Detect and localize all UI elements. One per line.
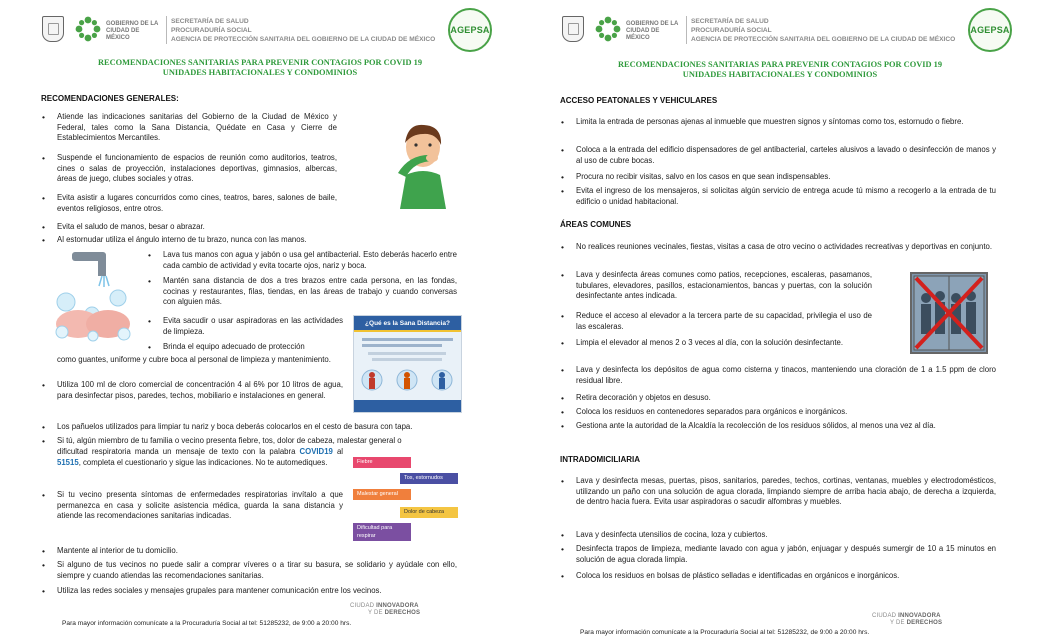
coat-of-arms-icon: [42, 16, 64, 42]
list-item: • Coloca los residuos en bolsas de plástico selladas e identificadas en orgánicos e inorgánicos.: [576, 571, 996, 582]
list-item: • Lava y desinfecta los depósitos de agua como cisterna y tinacos, manteniendo una cloración de 1 a 1.5 ppm de cloro residual libre.: [576, 365, 996, 386]
sms-number: 51515: [57, 457, 79, 467]
list-item: • Evita sacudir o usar aspiradoras en las actividades de limpieza.: [163, 316, 343, 337]
list-item: • Lava y desinfecta mesas, puertas, pisos, sanitarios, paredes, techos, cortinas, ventanas, muebles y electrodomésticos, utilizando un paño con una solución de agua clorada, limpiando siempre de arriba hacia abajo, de derecha a izquierda, de dentro hacia fuera. Evita usar aspiradoras o sacudir alfombras y muebles.: [576, 476, 996, 508]
list-item: • Retira decoración y objetos en desuso.: [576, 393, 996, 404]
ciudad-innovadora-logo: CIUDAD INNOVADORA Y DE DERECHOS: [350, 603, 421, 616]
department-names: SECRETARÍA DE SALUD PROCURADURÍA SOCIAL AGENCIA DE PROTECCIÓN SANITARIA DEL GOBIERNO DE LA CIUDAD DE MÉXICO: [171, 18, 436, 43]
section-title-indoor: INTRADOMICILIARIA: [560, 455, 640, 464]
list-item: • Reduce el acceso al elevador a la tercera parte de su capacidad, privilegia el uso de las escaleras.: [576, 311, 872, 332]
distance-figures-icon: [354, 332, 461, 412]
list-item: • Coloca a la entrada del edificio dispensadores de gel antibacterial, carteles alusivos a lavado o desinfección de manos y al uso de cubre bocas.: [576, 145, 996, 166]
list-item: • No realices reuniones vecinales, fiestas, visitas a casa de otro vecino o actividades recreativas y deportivas en conjunto.: [576, 242, 996, 253]
list-item: • Lava tus manos con agua y jabón o usa gel antibacterial. Esto deberás hacerlo entre cada cambio de actividad y evita tocarte ojos, nariz y boca.: [163, 250, 457, 271]
sneezing-boy-illustration: [388, 117, 458, 209]
list-item: • Coloca los residuos en contenedores separados para orgánicos e inorgánicos.: [576, 407, 996, 418]
department-names: SECRETARÍA DE SALUD PROCURADURÍA SOCIAL AGENCIA DE PROTECCIÓN SANITARIA DEL GOBIERNO DE LA CIUDAD DE MÉXICO: [691, 18, 956, 43]
list-item-continuation: dificultad respiratoria manda un mensaje de texto con la palabra COVID19 al 51515, completa el cuestionario y sigue las indicaciones. No te automediques.: [57, 447, 344, 467]
symptom-label: Fiebre: [353, 457, 411, 468]
contact-footer: Para mayor información comunícate a la Procuraduría Social al tel: 51285232, de 9:00 a 20:00 hrs.: [580, 629, 870, 636]
hand-washing-illustration: [48, 248, 136, 346]
list-item: • Limita la entrada de personas ajenas al inmueble que muestren signos y síntomas como tos, estornudo o fiebre.: [576, 117, 996, 128]
list-item: • Utiliza las redes sociales y mensajes grupales para mantener comunicación entre los vecinos.: [57, 586, 457, 597]
symptom-label: Dolor de cabeza: [400, 507, 458, 518]
section-title-common-areas: ÁREAS COMUNES: [560, 220, 632, 229]
list-item: • Evita el saludo de manos, besar o abrazar.: [57, 222, 337, 233]
list-item: • Desinfecta trapos de limpieza, mediante lavado con agua y jabón, enjuagar y después sumergir de 10 a 15 minutos en solución de agua clorada limpia.: [576, 544, 996, 565]
list-item: • Gestiona ante la autoridad de la Alcaldía la recolección de los residuos sólidos, al menos una vez al día.: [576, 421, 996, 432]
section-title-access: ACCESO PEATONALES Y VEHICULARES: [560, 96, 718, 105]
list-item: • Mantente al interior de tu domicilio.: [57, 546, 457, 557]
symptom-label: Dificultad para respirar: [353, 523, 411, 541]
agepsa-badge: AGEPSA: [448, 8, 492, 52]
list-item: • Mantén sana distancia de dos a tres brazos entre cada persona, en las fondas, cocinas y restaurantes, filas, tiendas, en las áreas de trabajo y cuando conversas con alguien más.: [163, 276, 457, 308]
list-item: • Si tu vecino presenta síntomas de enfermedades respiratorias invítalo a que permanezca en casa y solicite asistencia médica, guarda la sana distancia y atiende las recomendaciones sanitarias indicadas.: [57, 490, 343, 522]
government-name: GOBIERNO DE LA CIUDAD DE MÉXICO: [626, 21, 679, 41]
list-item: • Utiliza 100 ml de cloro comercial de concentración 4 al 6% por 10 litros de agua, para desinfectar pisos, paredes, techos, mobiliario e instalaciones en general.: [57, 380, 343, 401]
symptom-label: Tos, estornudos: [400, 473, 458, 484]
crowded-elevator-crossed-icon: [910, 272, 988, 354]
page-header: [40, 14, 500, 50]
cdmx-logo-icon: [594, 15, 622, 43]
list-item: • Limpia el elevador al menos 2 o 3 veces al día, con la solución desinfectante.: [576, 338, 872, 349]
sms-keyword: COVID19: [299, 447, 333, 456]
list-item-continuation: como guantes, uniforme y cubre boca al personal de limpieza y mantenimiento.: [57, 355, 331, 364]
left-page: [10, 0, 510, 640]
list-item: • Evita asistir a lugares concurridos como cines, teatros, bares, salones de baile, eventos religiosos, entre otros.: [57, 193, 337, 214]
list-item: • Brinda el equipo adecuado de protección: [163, 342, 343, 353]
header-divider: [686, 16, 687, 44]
right-page: [530, 0, 1030, 640]
cdmx-logo-icon: [74, 15, 102, 43]
page-header: [560, 14, 1020, 50]
list-item: • Los pañuelos utilizados para limpiar tu nariz y boca deberás colocarlos en el cesto de basura con tapa.: [57, 422, 457, 433]
sana-distancia-infographic: ¿Qué es la Sana Distancia?: [353, 315, 462, 413]
document-title: RECOMENDACIONES SANITARIAS PARA PREVENIR CONTAGIOS POR COVID 19 UNIDADES HABITACIONALES Y CONDOMINIOS: [97, 58, 423, 77]
agepsa-badge: AGEPSA: [968, 8, 1012, 52]
section-title-general: RECOMENDACIONES GENERALES:: [41, 94, 179, 103]
list-item: • Lava y desinfecta utensilios de cocina, loza y cubiertos.: [576, 530, 996, 541]
symptoms-infographic: [353, 455, 458, 545]
list-item: • Suspende el funcionamiento de espacios de reunión como auditorios, teatros, cines o salas de proyección, instalaciones deportivas, gimnasios, albercas, áreas de juego, clubes sociales y otras.: [57, 153, 337, 185]
document-title: RECOMENDACIONES SANITARIAS PARA PREVENIR CONTAGIOS POR COVID 19 UNIDADES HABITACIONALES Y CONDOMINIOS: [617, 60, 943, 79]
list-item: • Al estornudar utiliza el ángulo interno de tu brazo, nunca con las manos.: [57, 235, 457, 246]
symptom-label: Malestar general: [353, 489, 411, 500]
contact-footer: Para mayor información comunícate a la Procuraduría Social al tel: 51285232, de 9:00 a 20:00 hrs.: [62, 620, 352, 627]
list-item: • Lava y desinfecta áreas comunes como patios, recepciones, escaleras, pasamanos, tubulares, elevadores, pasillos, estacionamientos, bancas y puertas, con la solución desinfectante antes indicada.: [576, 270, 872, 302]
list-item: • Si alguno de tus vecinos no puede salir a comprar víveres o a tirar su basura, se solidario y ayúdale con ello, siempre y cuando atiendas las recomendaciones sanitarias.: [57, 560, 457, 581]
list-item: • Procura no recibir visitas, salvo en los casos en que sean indispensables.: [576, 172, 996, 183]
list-item: • Atiende las indicaciones sanitarias del Gobierno de la Ciudad de México y Federal, tales como la Sana Distancia, Quédate en Casa y Cierre de Establecimientos Mercantiles.: [57, 112, 337, 144]
list-item: • Si tú, algún miembro de tu familia o vecino presenta fiebre, tos, dolor de cabeza, malestar general o: [57, 436, 457, 447]
ciudad-innovadora-logo: CIUDAD INNOVADORA Y DE DERECHOS: [872, 613, 943, 626]
list-item: • Evita el ingreso de los mensajeros, si solicitas algún servicio de entrega acude tú mismo a recogerlo a la entrada de tu edificio o unidad habitacional.: [576, 186, 996, 207]
coat-of-arms-icon: [562, 16, 584, 42]
header-divider: [166, 16, 167, 44]
government-name: GOBIERNO DE LA CIUDAD DE MÉXICO: [106, 21, 159, 41]
